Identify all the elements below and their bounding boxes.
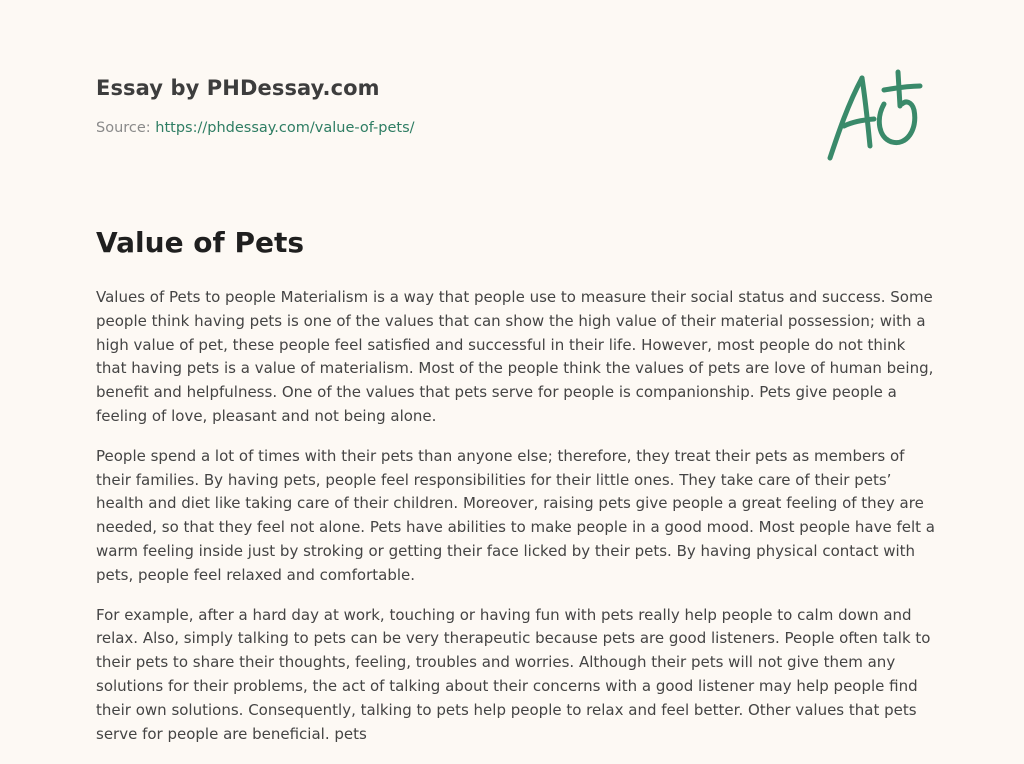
- essay-paragraph-1: Values of Pets to people Materialism is a way that people use to measure their social status and success. Some people think having pets is one of the values that can show the high value of their material possession; with a high value of pet, these people feel satisfied and successful in their life. However, most people do not think that having pets is a value of materialism. Most of the people think the values of pets are love of human being, benefit and helpfulness. One of the values that pets serve for people is companionship. Pets give people a feeling of love, pleasant and not being alone.: [96, 288, 934, 425]
- essay-paragraph-3: For example, after a hard day at work, touching or having fun with pets really help people to calm down and relax. Also, simply talking to pets can be very therapeutic because pets are good listeners. People often talk to their pets to share their thoughts, feeling, troubles and worries. Although their pets will not give them any solutions for their problems, the act of talking about their concerns with a good listener may help people find their own solutions. Consequently, talking to pets help people to relax and feel better. Other values that pets serve for people are beneficial. pets: [96, 605, 931, 743]
- site-brand: Essay by PHDessay.com: [96, 76, 380, 100]
- page-header: [96, 76, 696, 136]
- a-plus-grade-icon: [818, 64, 934, 168]
- essay-body: [96, 286, 938, 762]
- essay-title: Value of Pets: [96, 226, 305, 259]
- source-line: [96, 120, 696, 136]
- source-label: Source:: [96, 120, 156, 136]
- source-link[interactable]: https://phdessay.com/value-of-pets/: [155, 120, 415, 136]
- essay-paragraph-2: People spend a lot of times with their pets than anyone else; therefore, they treat their pets as members of their families. By having pets, people feel responsibilities for their little ones. They take care of their pets’ health and diet like taking care of their children. Moreover, raising pets give people a great feeling of they are needed, so that they feel not alone. Pets have abilities to make people in a good mood. Most people have felt a warm feeling inside just by stroking or getting their face licked by their pets. By having physical contact with pets, people feel relaxed and comfortable.: [96, 446, 935, 584]
